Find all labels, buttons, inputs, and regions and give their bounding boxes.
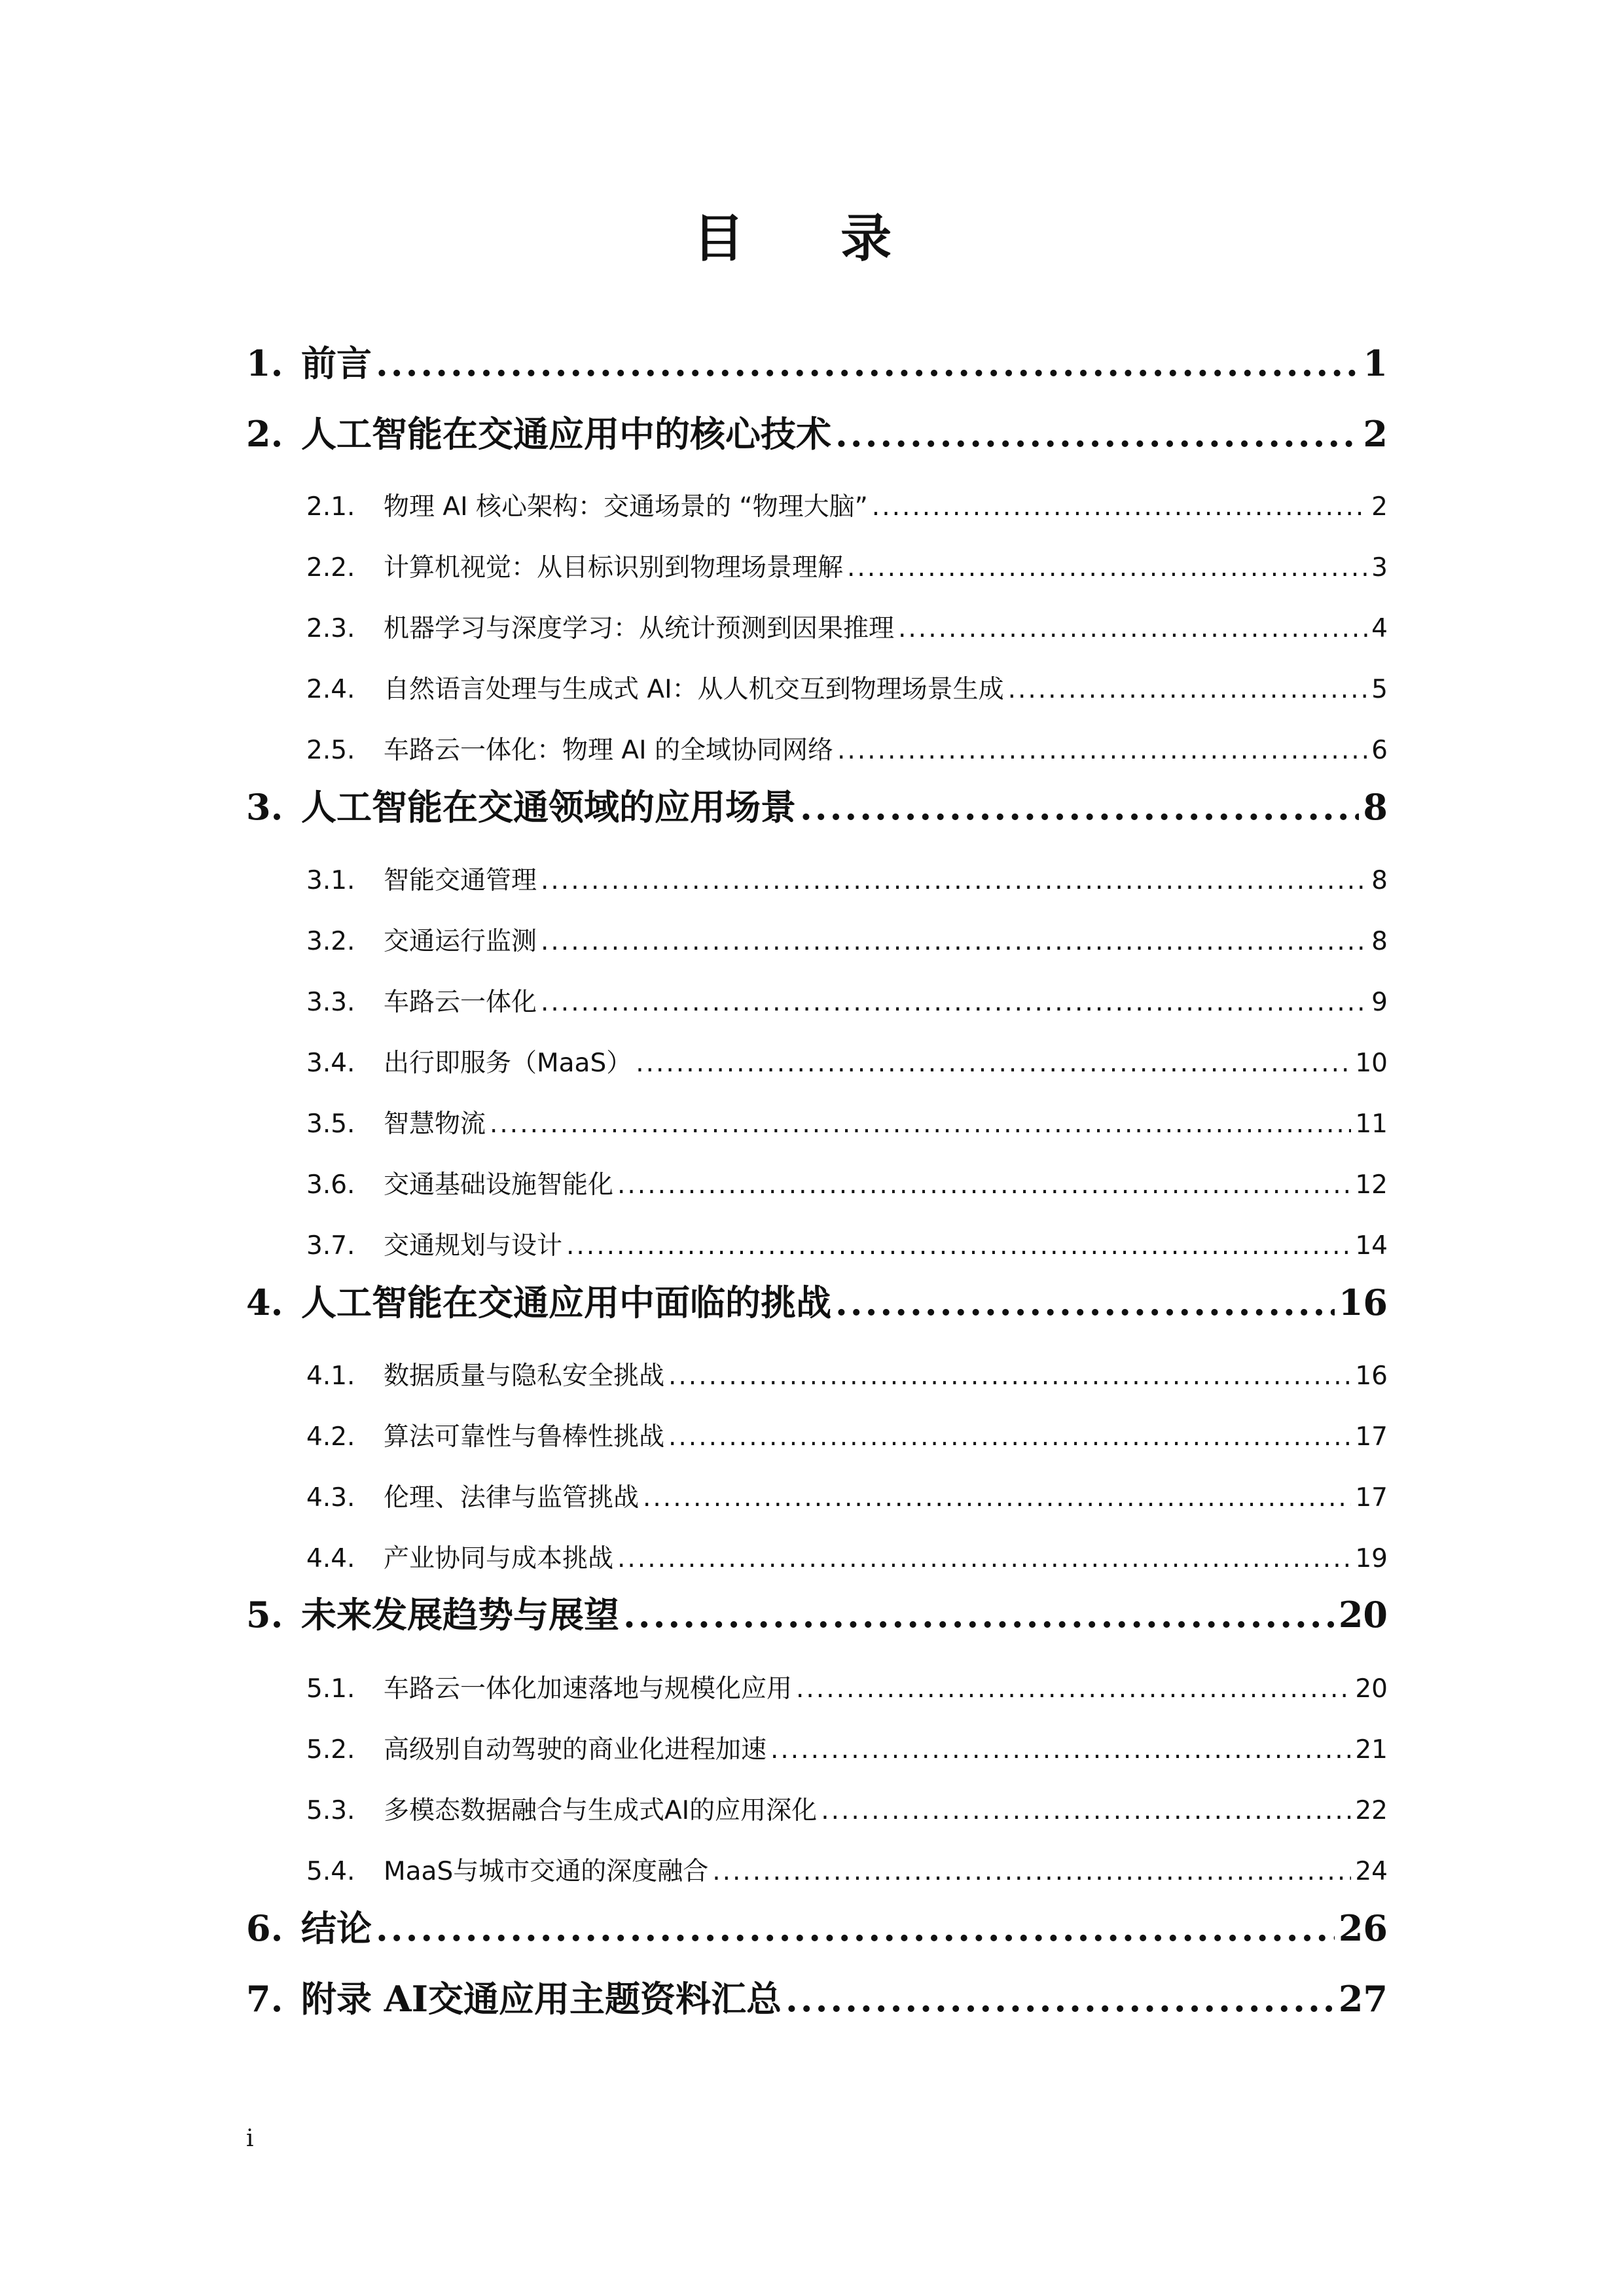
toc-subentry[interactable] <box>306 670 1388 709</box>
toc-entry[interactable] <box>246 1276 1388 1329</box>
toc-subentry-page: 8 <box>1371 927 1388 956</box>
toc-dot-leader <box>712 1852 1351 1892</box>
toc-subentry-page: 3 <box>1371 553 1388 583</box>
toc-entry-number: 1. <box>246 342 283 384</box>
toc-entry-label: 人工智能在交通应用中的核心技术 <box>301 413 831 455</box>
toc-entry[interactable] <box>246 337 1388 389</box>
toc-subentry-number: 3.5. <box>306 1109 355 1139</box>
toc-dot-leader <box>541 983 1367 1022</box>
toc-subentry[interactable] <box>306 922 1388 961</box>
toc-dot-leader <box>668 1418 1351 1457</box>
toc-subentry[interactable] <box>306 548 1388 588</box>
toc-subentry-label: 伦理、法律与监管挑战 <box>384 1483 640 1513</box>
toc-subentry-number: 3.7. <box>306 1231 355 1261</box>
toc-subentry-label: 机器学习与深度学习：从统计预测到因果推理 <box>384 614 895 643</box>
toc-subentry[interactable] <box>306 983 1388 1022</box>
toc-subentry-label: 交通基础设施智能化 <box>384 1170 614 1200</box>
page-number: i <box>246 2125 254 2152</box>
toc-subentry[interactable] <box>306 488 1388 527</box>
toc-subentry-number: 2.4. <box>306 675 355 704</box>
toc-subentry-label: 智慧物流 <box>384 1109 486 1139</box>
toc-subentry[interactable] <box>306 731 1388 770</box>
toc-subentry[interactable] <box>306 1539 1388 1579</box>
toc-dot-leader <box>770 1731 1351 1770</box>
toc-dot-leader <box>898 609 1367 649</box>
toc-entry-page: 8 <box>1363 786 1388 828</box>
toc-subentry-page: 9 <box>1371 988 1388 1017</box>
toc-dot-leader <box>835 408 1359 460</box>
toc-subentry[interactable] <box>306 1105 1388 1144</box>
toc-subentry-page: 16 <box>1355 1361 1388 1391</box>
toc-entry-page: 27 <box>1338 1978 1388 2020</box>
toc-subentry[interactable] <box>306 609 1388 649</box>
toc-subentry-page: 17 <box>1355 1483 1388 1513</box>
toc-dot-leader <box>785 1973 1335 2025</box>
toc-entry-page: 16 <box>1338 1282 1388 1323</box>
toc-subentry-page: 21 <box>1355 1735 1388 1765</box>
toc-subentry-number: 3.2. <box>306 927 355 956</box>
toc-entry-number: 4. <box>246 1282 283 1323</box>
toc-subentry[interactable] <box>306 1670 1388 1709</box>
toc-dot-leader <box>837 731 1367 770</box>
toc-subentry[interactable] <box>306 1418 1388 1457</box>
toc-subentry-page: 19 <box>1355 1544 1388 1573</box>
toc-subentry-number: 4.4. <box>306 1544 355 1573</box>
toc-dot-leader <box>796 1670 1351 1709</box>
toc-subentry[interactable] <box>306 1791 1388 1831</box>
toc-entry-label: 附录 AI交通应用主题资料汇总 <box>301 1978 782 2020</box>
toc-subentry[interactable] <box>306 1357 1388 1396</box>
toc-subentry-label: 车路云一体化加速落地与规模化应用 <box>384 1674 793 1704</box>
toc-subentry[interactable] <box>306 1166 1388 1205</box>
toc-entry-label: 人工智能在交通领域的应用场景 <box>301 786 796 828</box>
toc-subentry-page: 17 <box>1355 1422 1388 1452</box>
toc-entry-number: 3. <box>246 786 283 828</box>
toc-subentry-number: 5.3. <box>306 1796 355 1825</box>
toc-subentry[interactable] <box>306 1731 1388 1770</box>
toc-subentry-label: 产业协同与成本挑战 <box>384 1544 614 1573</box>
toc-subentry-label: 算法可靠性与鲁棒性挑战 <box>384 1422 665 1452</box>
toc-subentry-number: 2.5. <box>306 736 355 765</box>
toc-dot-leader <box>668 1357 1351 1396</box>
toc-subentry-label: 数据质量与隐私安全挑战 <box>384 1361 665 1391</box>
toc-dot-leader <box>376 337 1359 389</box>
toc-subentry-page: 11 <box>1355 1109 1388 1139</box>
toc-entry-label: 结论 <box>301 1907 372 1949</box>
toc-subentry-number: 4.2. <box>306 1422 355 1452</box>
toc-subentry-number: 2.1. <box>306 492 355 522</box>
toc-dot-leader <box>617 1539 1351 1579</box>
toc-subentry-number: 4.3. <box>306 1483 355 1513</box>
page-title: 目 录 <box>693 209 931 268</box>
toc-entry-number: 6. <box>246 1907 283 1949</box>
toc-subentry-page: 12 <box>1355 1170 1388 1200</box>
toc-dot-leader <box>800 781 1359 833</box>
toc-dot-leader <box>1008 670 1368 709</box>
toc-subentry-number: 4.1. <box>306 1361 355 1391</box>
toc-dot-leader <box>617 1166 1351 1205</box>
toc-entry-page: 1 <box>1363 342 1388 384</box>
toc-subentry-label: 多模态数据融合与生成式AI的应用深化 <box>384 1796 818 1825</box>
toc-dot-leader <box>872 488 1367 527</box>
toc-subentry[interactable] <box>306 861 1388 901</box>
toc-subentry-page: 2 <box>1371 492 1388 522</box>
toc-subentry-label: 物理 AI 核心架构：交通场景的 “物理大脑” <box>384 492 868 522</box>
toc-subentry-page: 10 <box>1355 1049 1388 1078</box>
toc-subentry-page: 8 <box>1371 866 1388 895</box>
toc-entry-page: 2 <box>1363 413 1388 455</box>
toc-subentry-number: 5.4. <box>306 1857 355 1886</box>
toc-dot-leader <box>643 1479 1351 1518</box>
toc-entry[interactable] <box>246 1973 1388 2025</box>
toc-subentry-label: MaaS与城市交通的深度融合 <box>384 1857 709 1886</box>
toc-entry-label: 未来发展趋势与展望 <box>301 1594 619 1636</box>
toc-subentry-page: 22 <box>1355 1796 1388 1825</box>
toc-dot-leader <box>541 861 1367 901</box>
toc-subentry-label: 高级别自动驾驶的商业化进程加速 <box>384 1735 767 1765</box>
toc-subentry[interactable] <box>306 1227 1388 1266</box>
toc-subentry[interactable] <box>306 1479 1388 1518</box>
toc-subentry[interactable] <box>306 1044 1388 1083</box>
toc-entry-page: 26 <box>1338 1907 1388 1949</box>
toc-subentry-label: 交通运行监测 <box>384 927 537 956</box>
toc-subentry-label: 智能交通管理 <box>384 866 537 895</box>
toc-dot-leader <box>847 548 1367 588</box>
toc-subentry-page: 6 <box>1371 736 1388 765</box>
toc-entry[interactable] <box>246 1588 1388 1641</box>
toc-subentry-page: 14 <box>1355 1231 1388 1261</box>
toc-subentry-label: 车路云一体化：物理 AI 的全域协同网络 <box>384 736 833 765</box>
toc-entry-label: 前言 <box>301 342 372 384</box>
toc-entry[interactable] <box>246 1902 1388 1954</box>
toc-subentry-label: 出行即服务（MaaS） <box>384 1049 632 1078</box>
toc-dot-leader <box>541 922 1367 961</box>
toc-subentry-number: 2.2. <box>306 553 355 583</box>
toc-subentry-number: 3.3. <box>306 988 355 1017</box>
toc-subentry-number: 2.3. <box>306 614 355 643</box>
toc-dot-leader <box>490 1105 1351 1144</box>
toc-entry-number: 2. <box>246 413 283 455</box>
toc-subentry-label: 计算机视觉：从目标识别到物理场景理解 <box>384 553 844 583</box>
toc-subentry[interactable] <box>306 1852 1388 1892</box>
toc-entry-number: 5. <box>246 1594 283 1636</box>
toc-entry[interactable] <box>246 781 1388 833</box>
toc-dot-leader <box>376 1902 1335 1954</box>
toc-entry[interactable] <box>246 408 1388 460</box>
toc-subentry-page: 4 <box>1371 614 1388 643</box>
toc-subentry-number: 5.2. <box>306 1735 355 1765</box>
toc-subentry-page: 24 <box>1355 1857 1388 1886</box>
toc-subentry-number: 5.1. <box>306 1674 355 1704</box>
toc-dot-leader <box>821 1791 1351 1831</box>
toc-entry-page: 20 <box>1338 1594 1388 1636</box>
toc-subentry-number: 3.1. <box>306 866 355 895</box>
toc-dot-leader <box>636 1044 1351 1083</box>
toc-dot-leader <box>566 1227 1351 1266</box>
toc-dot-leader <box>835 1276 1335 1329</box>
toc-subentry-label: 车路云一体化 <box>384 988 537 1017</box>
toc-subentry-page: 20 <box>1355 1674 1388 1704</box>
toc-subentry-number: 3.6. <box>306 1170 355 1200</box>
toc-dot-leader <box>623 1588 1335 1641</box>
toc-subentry-label: 自然语言处理与生成式 AI：从人机交互到物理场景生成 <box>384 675 1004 704</box>
toc-entry-label: 人工智能在交通应用中面临的挑战 <box>301 1282 831 1323</box>
toc-subentry-page: 5 <box>1371 675 1388 704</box>
toc-entry-number: 7. <box>246 1978 283 2020</box>
toc-subentry-label: 交通规划与设计 <box>384 1231 563 1261</box>
toc-subentry-number: 3.4. <box>306 1049 355 1078</box>
